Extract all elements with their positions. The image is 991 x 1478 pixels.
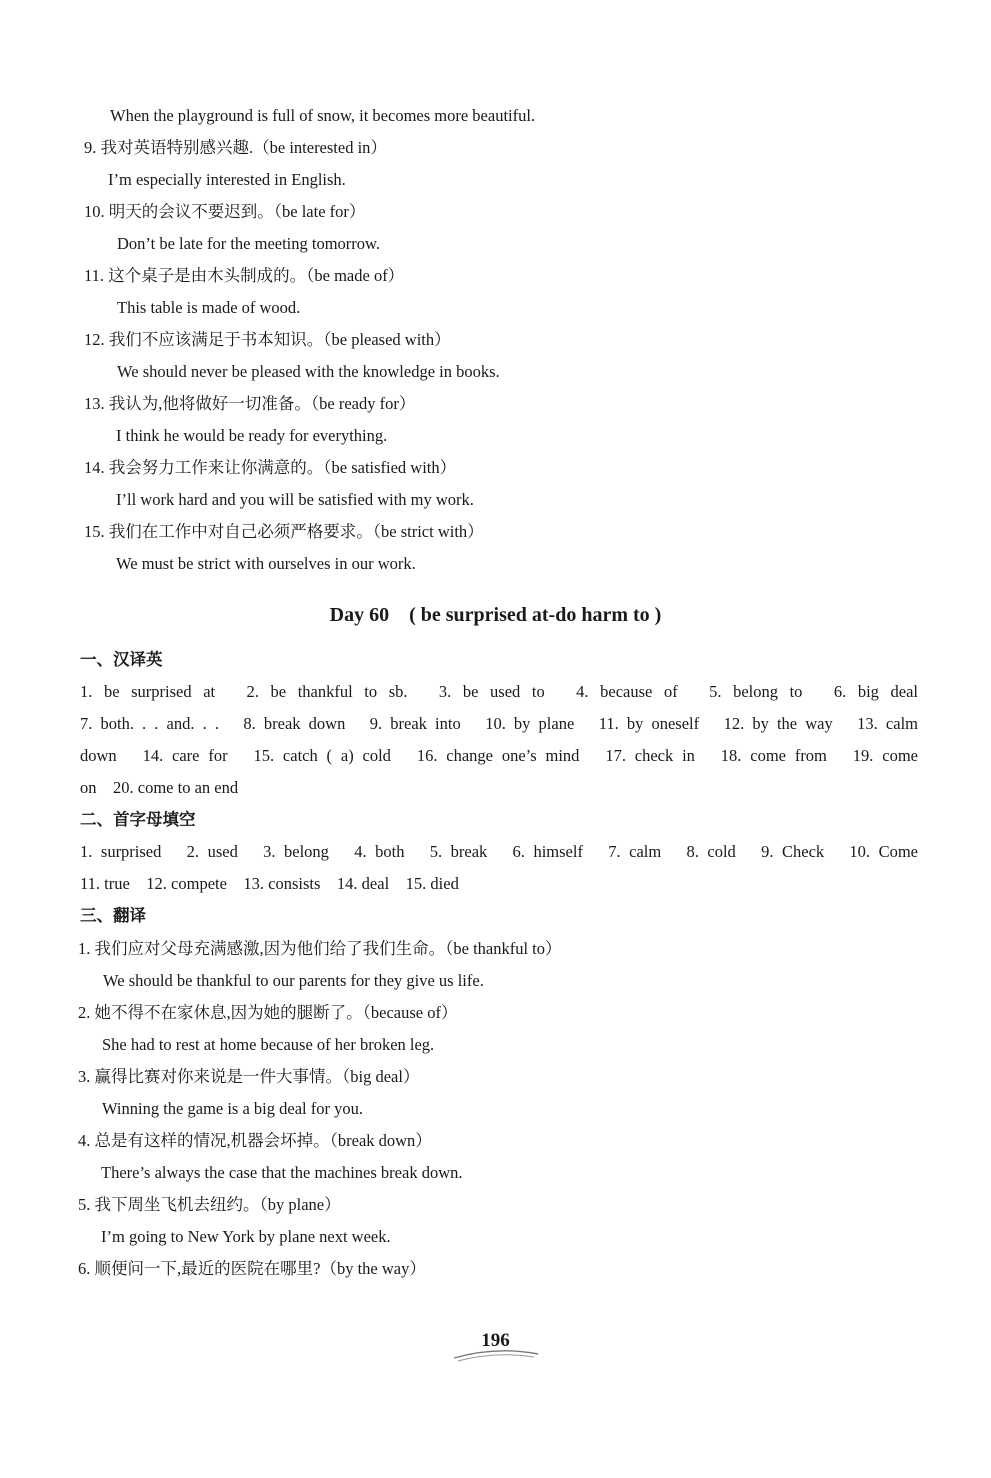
vocab-line: 7. both. . . and. . . 8. break down 9. break into 10. by plane 11. by oneself 12. by the way 13. calm xyxy=(80,714,918,733)
part1-heading: 一、汉译英 xyxy=(80,650,163,669)
answer-line: She had to rest at home because of her broken leg. xyxy=(102,1035,435,1054)
answer-line: When the playground is full of snow, it becomes more beautiful. xyxy=(110,106,536,125)
question-line: 9. 我对英语特别感兴趣.（be interested in） xyxy=(84,138,387,157)
answer-line: I’m going to New York by plane next week. xyxy=(101,1227,391,1246)
question-line: 14. 我会努力工作来让你满意的。（be satisfied with） xyxy=(84,458,457,477)
question-line: 10. 明天的会议不要迟到。（be late for） xyxy=(84,202,366,221)
question-line: 2. 她不得不在家休息,因为她的腿断了。（because of） xyxy=(78,1003,458,1022)
question-line: 12. 我们不应该满足于书本知识。（be pleased with） xyxy=(84,330,451,349)
question-line: 1. 我们应对父母充满感激,因为他们给了我们生命。（be thankful to） xyxy=(78,939,562,958)
answer-line: We should be thankful to our parents for they give us life. xyxy=(103,971,484,990)
vocab-line: down 14. care for 15. catch ( a) cold 16. change one’s mind 17. check in 18. come from 19. come xyxy=(80,746,918,765)
question-line: 13. 我认为,他将做好一切准备。（be ready for） xyxy=(84,394,416,413)
answer-line: We must be strict with ourselves in our work. xyxy=(116,554,416,573)
question-line: 4. 总是有这样的情况,机器会坏掉。（break down） xyxy=(78,1131,432,1150)
answer-line: We should never be pleased with the knowledge in books. xyxy=(117,362,500,381)
answer-line: I think he would be ready for everything. xyxy=(116,426,388,445)
page-number: 196 xyxy=(481,1330,510,1351)
fill-blank-line: 1. surprised 2. used 3. belong 4. both 5. break 6. himself 7. calm 8. cold 9. Check 10. Come xyxy=(80,842,918,861)
answer-line: Don’t be late for the meeting tomorrow. xyxy=(117,234,381,253)
answer-line: There’s always the case that the machines break down. xyxy=(101,1163,463,1182)
part2-heading: 二、首字母填空 xyxy=(80,810,196,829)
vocab-line: on 20. come to an end xyxy=(80,778,239,797)
question-line: 15. 我们在工作中对自己必须严格要求。（be strict with） xyxy=(84,522,484,541)
question-line: 6. 顺便问一下,最近的医院在哪里?（by the way） xyxy=(78,1259,426,1278)
page-swoosh-icon xyxy=(452,1348,540,1364)
day-title: Day 60 ( be surprised at-do harm to ) xyxy=(329,604,662,626)
answer-line: I’ll work hard and you will be satisfied with my work. xyxy=(116,490,474,509)
part3-heading: 三、翻译 xyxy=(80,906,146,925)
question-line: 3. 赢得比赛对你来说是一件大事情。（big deal） xyxy=(78,1067,420,1086)
fill-blank-line: 11. true 12. compete 13. consists 14. deal 15. died xyxy=(80,874,459,893)
vocab-line: 1. be surprised at 2. be thankful to sb. 3. be used to 4. because of 5. belong to 6. big deal xyxy=(80,682,918,701)
question-line: 11. 这个桌子是由木头制成的。（be made of） xyxy=(84,266,405,285)
answer-line: I’m especially interested in English. xyxy=(108,170,346,189)
answer-line: This table is made of wood. xyxy=(117,298,301,317)
question-line: 5. 我下周坐飞机去纽约。（by plane） xyxy=(78,1195,341,1214)
answer-line: Winning the game is a big deal for you. xyxy=(102,1099,363,1118)
